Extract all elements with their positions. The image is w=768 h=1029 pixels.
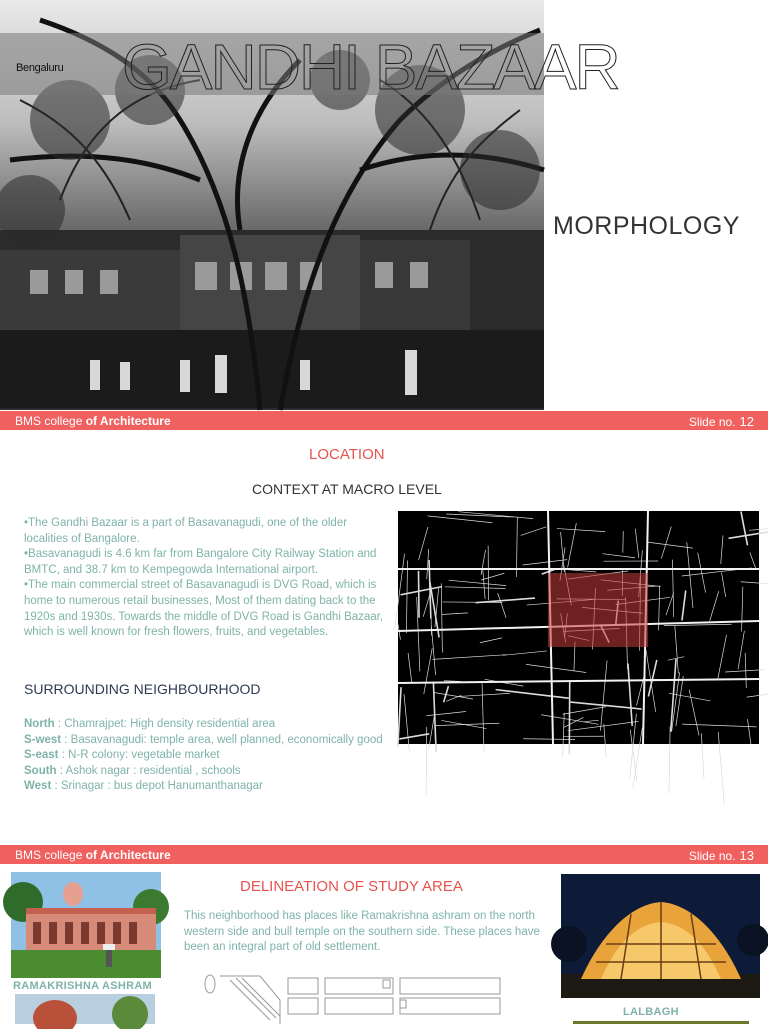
page-title: GANDHI BAZAAR (122, 30, 619, 104)
paragraph: •The main commercial street of Basavanagudi is DVG Road, which is home to numerous retail businesses, Most of them dating back to the 1920s and 1930s. Towards the middle of DVG Road is Gandhi Bazaar, which is well known for fresh flowers, fruits, and vegetables. (24, 578, 394, 640)
location-heading: LOCATION (309, 446, 385, 463)
list-item: West : Srinagar : bus depot Hanumanthanagar (24, 779, 404, 795)
context-subheading: CONTEXT AT MACRO LEVEL (252, 481, 442, 497)
delineation-heading: DELINEATION OF STUDY AREA (240, 878, 463, 895)
slide-number: Slide no. 13 (689, 848, 754, 863)
surrounding-heading: SURROUNDING NEIGHBOURHOOD (24, 681, 260, 697)
list-item: North : Chamrajpet: High density residential area (24, 717, 404, 733)
ashram-caption: RAMAKRISHNA ASHRAM (13, 980, 152, 992)
list-item: S-east : N-R colony: vegetable market (24, 748, 404, 764)
slide-12-footer-bar (0, 411, 768, 430)
lalbagh-caption: LALBAGH (623, 1006, 679, 1018)
study-area-plan (200, 970, 504, 1024)
macro-context-map (398, 511, 759, 744)
street-network-map (398, 511, 759, 744)
hero-photo (0, 0, 544, 408)
lalbagh-glasshouse-photo (561, 874, 760, 998)
slide-13-footer-bar (0, 845, 768, 864)
ramakrishna-ashram-photo (11, 872, 161, 978)
photo-strip (573, 1021, 749, 1024)
list-item: S-west : Basavanagudi: temple area, well planned, economically good (24, 733, 404, 749)
paragraph: •Basavanagudi is 4.6 km far from Bangalore City Railway Station and BMTC, and 38.7 km to Kempegowda International airport. (24, 547, 394, 578)
temple-photo (15, 994, 155, 1024)
neighbourhood-list (24, 717, 404, 795)
location-description (24, 516, 394, 641)
college-name: BMS college of Architecture (15, 848, 171, 862)
college-name: BMS college of Architecture (15, 414, 171, 428)
delineation-description: This neighborhood has places like Ramakrishna ashram on the north western side and bull temple on the southern side. These places have been an integral part of old settlement. (184, 909, 546, 956)
list-item: South : Ashok nagar : residential , schools (24, 764, 404, 780)
city-label: Bengaluru (16, 62, 63, 74)
paragraph: •The Gandhi Bazaar is a part of Basavanagudi, one of the older localities of Bangalore. (24, 516, 394, 547)
section-title: MORPHOLOGY (553, 212, 740, 241)
slide-number: Slide no. 12 (689, 414, 754, 429)
